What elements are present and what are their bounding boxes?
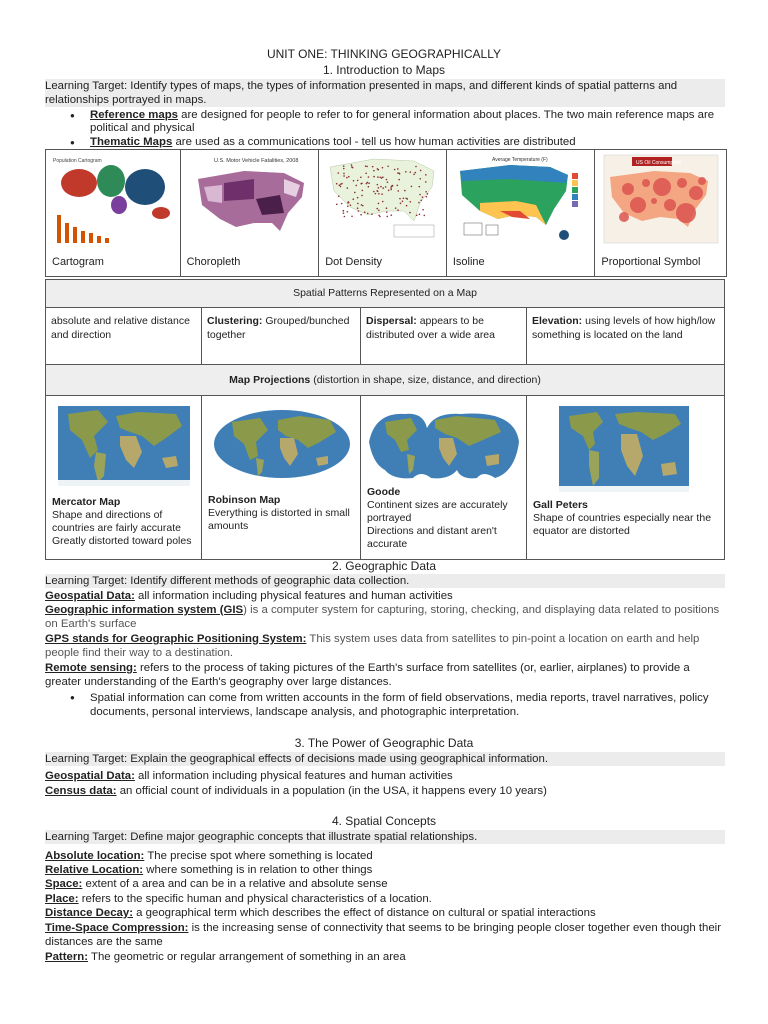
density-dot xyxy=(377,208,379,210)
section2-title: 2. Geographic Data xyxy=(331,559,437,573)
density-dot xyxy=(386,211,388,213)
mercator-map-image xyxy=(58,406,208,488)
density-dot xyxy=(386,179,388,181)
density-dot xyxy=(336,204,338,206)
density-dot xyxy=(377,184,379,186)
density-dot xyxy=(368,186,370,188)
s3-census-data: Census data: an official count of individuals in a population (in the USA, it happens every 10 years) xyxy=(45,785,547,797)
density-dot xyxy=(347,211,349,213)
density-dot xyxy=(388,165,390,167)
gall-peters-map-image xyxy=(559,406,699,496)
density-dot xyxy=(340,183,342,185)
density-dot xyxy=(343,165,345,167)
density-dot xyxy=(403,197,405,199)
density-dot xyxy=(341,203,343,205)
density-dot xyxy=(371,213,373,215)
density-dot xyxy=(367,182,369,184)
thematic-maps-table xyxy=(45,149,727,277)
pattern-dispersal: Dispersal: appears to be distributed over a wide area xyxy=(361,308,527,364)
map-projections-header: Map Projections (distortion in shape, size, distance, and direction) xyxy=(46,364,724,395)
density-dot xyxy=(387,216,389,218)
density-dot xyxy=(357,197,359,199)
map-cell-proportional-symbol xyxy=(595,150,726,276)
density-dot xyxy=(391,189,393,191)
svg-text:Average Temperature (F): Average Temperature (F) xyxy=(491,157,548,163)
density-dot xyxy=(377,190,379,192)
density-dot xyxy=(378,210,380,212)
s4-pattern: Pattern: The geometric or regular arrangement of something in an area xyxy=(45,951,406,963)
density-dot xyxy=(395,207,397,209)
spatial-patterns-header: Spatial Patterns Represented on a Map xyxy=(46,280,724,307)
density-dot xyxy=(413,173,415,175)
density-dot xyxy=(392,185,394,187)
density-dot xyxy=(338,172,340,174)
density-dot xyxy=(410,171,412,173)
map-label-cartogram: Cartogram xyxy=(52,256,104,268)
proportional-symbol-circle xyxy=(630,197,646,213)
map-cell-dot-density xyxy=(319,150,447,276)
section1-learning-target: Learning Target: Identify types of maps, the types of information presented in maps, and different kinds of spatial patterns and relationships portrayed in maps. xyxy=(45,79,725,107)
density-dot xyxy=(381,177,383,179)
density-dot xyxy=(418,202,420,204)
density-dot xyxy=(346,177,348,179)
proportional-symbol-circle xyxy=(642,179,650,187)
density-dot xyxy=(351,164,353,166)
density-dot xyxy=(380,186,382,188)
section4-learning-target: Learning Target: Define major geographic concepts that illustrate spatial relationships. xyxy=(45,830,725,844)
density-dot xyxy=(425,181,427,183)
density-dot xyxy=(347,205,349,207)
density-dot xyxy=(378,193,380,195)
density-dot xyxy=(388,190,390,192)
density-dot xyxy=(411,186,413,188)
density-dot xyxy=(397,185,399,187)
density-dot xyxy=(366,172,368,174)
bullet-thematic-maps: ● Thematic Maps are used as a communications tool - tell us how human activities are distributed xyxy=(70,136,720,149)
proportional-symbol-image xyxy=(598,153,723,245)
proportional-symbol-circle xyxy=(622,183,634,195)
map-cell-isoline xyxy=(447,150,596,276)
map-label-dot-density: Dot Density xyxy=(325,256,383,268)
mercator-text: Mercator Map Shape and directions of countries are fairly accurate Greatly distorted toward poles xyxy=(52,496,192,547)
map-cell-cartogram xyxy=(46,150,181,276)
robinson-map-image xyxy=(208,408,358,488)
density-dot xyxy=(405,171,407,173)
density-dot xyxy=(366,166,368,168)
density-dot xyxy=(351,215,353,217)
density-dot xyxy=(343,212,345,214)
density-dot xyxy=(387,181,389,183)
svg-text:U.S. Motor Vehicle Fatalities,: U.S. Motor Vehicle Fatalities, 2008 xyxy=(213,158,298,164)
s4-absolute-location: Absolute location: The precise spot where something is located xyxy=(45,850,373,862)
density-dot xyxy=(354,192,356,194)
density-dot xyxy=(416,215,418,217)
svg-text:Population Cartogram: Population Cartogram xyxy=(53,158,102,164)
pattern-clustering: Clustering: Grouped/bunched together xyxy=(202,308,361,364)
proportional-symbol-circle xyxy=(664,199,676,211)
section1-title: 1. Introduction to Maps xyxy=(322,63,446,77)
density-dot xyxy=(373,191,375,193)
bullet-reference-maps: ● Reference maps are designed for people to refer to for general information about places. The two main reference maps are political and physical xyxy=(70,109,720,135)
projection-goode xyxy=(361,396,527,559)
density-dot xyxy=(344,216,346,218)
section2-learning-target: Learning Target: Identify different methods of geographic data collection. xyxy=(45,574,725,588)
projection-mercator xyxy=(46,396,202,559)
map-cell-choropleth xyxy=(181,150,320,276)
density-dot xyxy=(397,172,399,174)
density-dot xyxy=(368,176,370,178)
density-dot xyxy=(422,196,424,198)
density-dot xyxy=(350,204,352,206)
svg-text:US Oil Consumption: US Oil Consumption xyxy=(636,160,682,166)
density-dot xyxy=(415,166,417,168)
s2-geospatial-data: Geospatial Data: all information including physical features and human activities xyxy=(45,590,453,602)
density-dot xyxy=(402,200,404,202)
density-dot xyxy=(351,166,353,168)
density-dot xyxy=(391,214,393,216)
density-dot xyxy=(383,187,385,189)
density-dot xyxy=(357,203,359,205)
density-dot xyxy=(336,183,338,185)
robinson-text: Robinson Map Everything is distorted in small amounts xyxy=(208,494,350,532)
density-dot xyxy=(372,166,374,168)
projection-gall-peters xyxy=(527,396,724,559)
density-dot xyxy=(406,205,408,207)
density-dot xyxy=(339,184,341,186)
proportional-symbol-circle xyxy=(676,203,696,223)
density-dot xyxy=(409,212,411,214)
density-dot xyxy=(404,190,406,192)
density-dot xyxy=(365,165,367,167)
density-dot xyxy=(400,203,402,205)
density-dot xyxy=(406,197,408,199)
density-dot xyxy=(360,214,362,216)
proportional-symbol-circle xyxy=(677,178,687,188)
s4-time-space-compression: Time-Space Compression: is the increasing sense of connectivity that seems to be bringing people closer together even though their distances are the same xyxy=(45,922,722,948)
density-dot xyxy=(425,174,427,176)
density-dot xyxy=(398,190,400,192)
spatial-patterns-table xyxy=(45,279,725,560)
goode-map-image xyxy=(365,408,525,482)
density-dot xyxy=(353,180,355,182)
s2-remote-sensing: Remote sensing: refers to the process of taking pictures of the Earth's surface from satellites (or, earlier, airplanes) to provide a greater understanding of the Earth's geography over large distances. xyxy=(45,662,690,688)
density-dot xyxy=(364,211,366,213)
section3-learning-target: Learning Target: Explain the geographical effects of decisions made using geographical information. xyxy=(45,752,725,766)
s4-place: Place: refers to the specific human and physical characteristics of a location. xyxy=(45,893,432,905)
isoline-image xyxy=(450,153,592,247)
density-dot xyxy=(379,216,381,218)
gall-peters-text: Gall Peters Shape of countries especially near the equator are distorted xyxy=(533,499,712,537)
density-dot xyxy=(382,167,384,169)
density-dot xyxy=(343,175,345,177)
density-dot xyxy=(378,203,380,205)
density-dot xyxy=(382,193,384,195)
pattern-distance: absolute and relative distance and direction xyxy=(46,308,202,364)
density-dot xyxy=(373,176,375,178)
density-dot xyxy=(361,195,363,197)
density-dot xyxy=(377,168,379,170)
density-dot xyxy=(348,176,350,178)
projection-robinson xyxy=(202,396,361,559)
density-dot xyxy=(420,178,422,180)
density-dot xyxy=(357,207,359,209)
pattern-elevation: Elevation: using levels of how high/low something is located on the land xyxy=(532,315,716,341)
density-dot xyxy=(390,187,392,189)
density-dot xyxy=(361,204,363,206)
proportional-symbol-circle xyxy=(651,198,657,204)
density-dot xyxy=(410,201,412,203)
density-dot xyxy=(419,194,421,196)
choropleth-image xyxy=(184,153,316,243)
density-dot xyxy=(378,187,380,189)
s4-relative-location: Relative Location: where something is in relation to other things xyxy=(45,864,373,876)
section4-title: 4. Spatial Concepts xyxy=(331,814,437,828)
section3-title: 3. The Power of Geographic Data xyxy=(294,736,474,750)
density-dot xyxy=(360,177,362,179)
density-dot xyxy=(343,210,345,212)
density-dot xyxy=(399,198,401,200)
map-label-isoline: Isoline xyxy=(452,256,485,268)
density-dot xyxy=(340,186,342,188)
density-dot xyxy=(338,195,340,197)
density-dot xyxy=(419,186,421,188)
dot-density-image xyxy=(322,153,443,243)
density-dot xyxy=(382,201,384,203)
density-dot xyxy=(343,168,345,170)
density-dot xyxy=(397,168,399,170)
density-dot xyxy=(353,198,355,200)
density-dot xyxy=(415,172,417,174)
density-dot xyxy=(399,173,401,175)
s2-bullets xyxy=(70,691,720,719)
map-label-proportional-symbol: Proportional Symbol xyxy=(601,256,701,268)
s2-bullet-spatial-info: ● Spatial information can come from written accounts in the form of field observations, media reports, travel narratives, policy documents, personal interviews, landscape analysis, and photographic interpretation. xyxy=(70,691,720,719)
density-dot xyxy=(421,199,423,201)
density-dot xyxy=(385,186,387,188)
s3-geospatial-data: Geospatial Data: all information including physical features and human activities xyxy=(45,770,453,782)
map-projections-row xyxy=(46,395,724,559)
density-dot xyxy=(426,196,428,198)
map-label-choropleth: Choropleth xyxy=(186,256,241,268)
density-dot xyxy=(356,185,358,187)
density-dot xyxy=(357,180,359,182)
density-dot xyxy=(375,193,377,195)
goode-text: Goode Continent sizes are accurately portrayed Directions and distant aren't accurate xyxy=(367,486,508,550)
density-dot xyxy=(367,213,369,215)
density-dot xyxy=(424,215,426,217)
density-dot xyxy=(394,169,396,171)
density-dot xyxy=(397,209,399,211)
density-dot xyxy=(343,173,345,175)
density-dot xyxy=(420,170,422,172)
density-dot xyxy=(368,182,370,184)
density-dot xyxy=(427,193,429,195)
density-dot xyxy=(423,209,425,211)
proportional-symbol-circle xyxy=(689,186,703,200)
density-dot xyxy=(347,187,349,189)
density-dot xyxy=(373,170,375,172)
proportional-symbol-circle xyxy=(619,212,629,222)
s2-gps: GPS stands for Geographic Positioning System: This system uses data from satellites to pin-point a location on earth and help people find their way to a destination. xyxy=(45,633,700,659)
density-dot xyxy=(358,210,360,212)
density-dot xyxy=(377,176,379,178)
proportional-symbol-circle xyxy=(653,178,671,196)
cartogram-image xyxy=(49,153,177,248)
density-dot xyxy=(426,191,428,193)
map-type-bullets xyxy=(70,109,720,149)
density-dot xyxy=(419,213,421,215)
density-dot xyxy=(362,190,364,192)
density-dot xyxy=(348,201,350,203)
spatial-patterns-row xyxy=(46,307,724,364)
s4-distance-decay: Distance Decay: a geographical term which describes the effect of distance on cultural or spatial interactions xyxy=(45,907,596,919)
density-dot xyxy=(386,207,388,209)
unit-title: UNIT ONE: THINKING GEOGRAPHICALLY xyxy=(266,47,502,61)
density-dot xyxy=(361,183,363,185)
s4-space: Space: extent of a area and can be in a relative and absolute sense xyxy=(45,878,388,890)
s2-gis: Geographic information system (GIS) is a computer system for capturing, storing, checking, and displaying data related to positions on Earth's surface xyxy=(45,604,720,630)
proportional-symbol-circle xyxy=(698,177,706,185)
density-dot xyxy=(399,179,401,181)
